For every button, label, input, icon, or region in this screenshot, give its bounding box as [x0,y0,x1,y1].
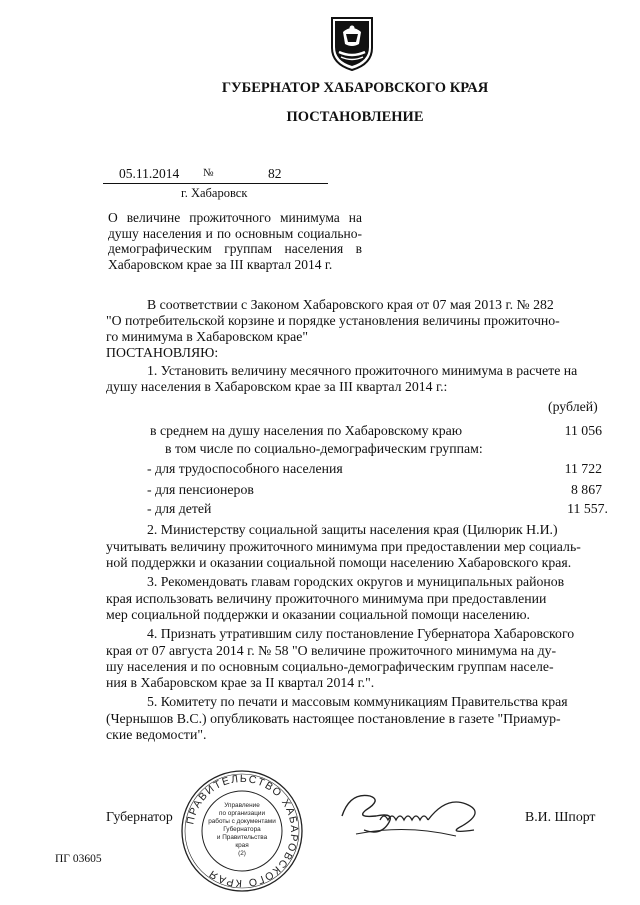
document-number: 82 [268,166,282,181]
svg-text:(2): (2) [238,850,246,857]
signatory-name: В.И. Шпорт [525,809,596,824]
item5-line-2: (Чернышов В.С.) опубликовать настоящее постановление в газете "Приамур- [106,711,561,726]
preamble-line-3: го минимума в Хабаровском крае" [106,329,309,344]
item1-line-1: 1. Установить величину месячного прожиточного минимума в расчете на [147,363,578,378]
item4-line-3: шу населения и по основным социально-демографическим группам населе- [106,659,554,674]
item3-line-3: мер социальной поддержки и оказании социальной помощи населению. [106,607,530,622]
number-sign: № [203,167,214,179]
item1-line-2: душу населения в Хабаровском крае за III квартал 2014 г.: [106,379,448,394]
item2-line-1: 2. Министерству социальной защиты населения края (Цилюрик Н.И.) [147,522,558,537]
item4-line-4: ния в Хабаровском крае за II квартал 2014 г.". [106,675,375,690]
handwritten-signature [336,786,488,842]
coat-of-arms-icon [329,14,375,72]
average-value: 11 056 [564,423,602,438]
official-stamp [180,769,304,893]
document-date: 05.11.2014 [119,166,180,181]
table-row-value: 11 722 [564,461,602,476]
svg-text:края: края [235,842,249,849]
item3-line-2: края использовать величину прожиточного минимума при предоставлении [106,591,547,606]
resolve-word: ПОСТАНОВЛЯЮ: [106,345,219,360]
groups-header: в том числе по социально-демографическим группам: [165,441,483,456]
document-subject: О величине прожиточного минимума на душу населения и по основным социально-демографическим группам населения в Хабаровском крае за III квартал 2014 г. [108,210,362,272]
document-city: г. Хабаровск [181,186,248,200]
svg-text:работы с документами: работы с документами [208,818,276,825]
document-type-title: ПОСТАНОВЛЕНИЕ [286,109,424,125]
svg-text:по организации: по организации [218,810,266,817]
preamble-line-2: "О потребительской корзине и порядке установления величины прожиточно- [106,313,560,328]
date-underline [103,183,328,184]
item3-line-1: 3. Рекомендовать главам городских округов и муниципальных районов [147,574,565,589]
item2-line-3: ной поддержки и оказании социальной помощи населению Хабаровского края. [106,555,572,570]
table-row-label: - для пенсионеров [147,482,254,497]
svg-text:Губернатора: Губернатора [223,826,261,833]
table-row-value: 11 557. [567,501,608,516]
svg-text:и Правительства: и Правительства [216,834,268,841]
table-row-value: 8 867 [570,482,602,497]
average-label: в среднем на душу населения по Хабаровскому краю [150,423,463,438]
table-row-label: - для трудоспособного населения [147,461,343,476]
svg-text:ПРАВИТЕЛЬСТВО ХАБАРОВСКОГО КРА: ПРАВИТЕЛЬСТВО ХАБАРОВСКОГО КРАЯ [184,772,301,890]
item2-line-2: учитывать величину прожиточного минимума при предоставлении мер социаль- [106,539,581,554]
svg-text:Управление: Управление [224,802,260,809]
document-code: ПГ 03605 [55,853,102,865]
item4-line-2: края от 07 августа 2014 г. № 58 "О величине прожиточного минимума на ду- [106,643,557,658]
issuing-authority: ГУБЕРНАТОР ХАБАРОВСКОГО КРАЯ [221,80,489,96]
item5-line-3: ские ведомости". [106,727,207,742]
signatory-title: Губернатор [106,809,173,824]
unit-label: (рублей) [548,399,598,414]
item4-line-1: 4. Признать утратившим силу постановление Губернатора Хабаровского [147,626,575,641]
preamble-line-1: В соответствии с Законом Хабаровского края от 07 мая 2013 г. № 282 [147,297,554,312]
item5-line-1: 5. Комитету по печати и массовым коммуникациям Правительства края [147,694,568,709]
table-row-label: - для детей [147,501,212,516]
